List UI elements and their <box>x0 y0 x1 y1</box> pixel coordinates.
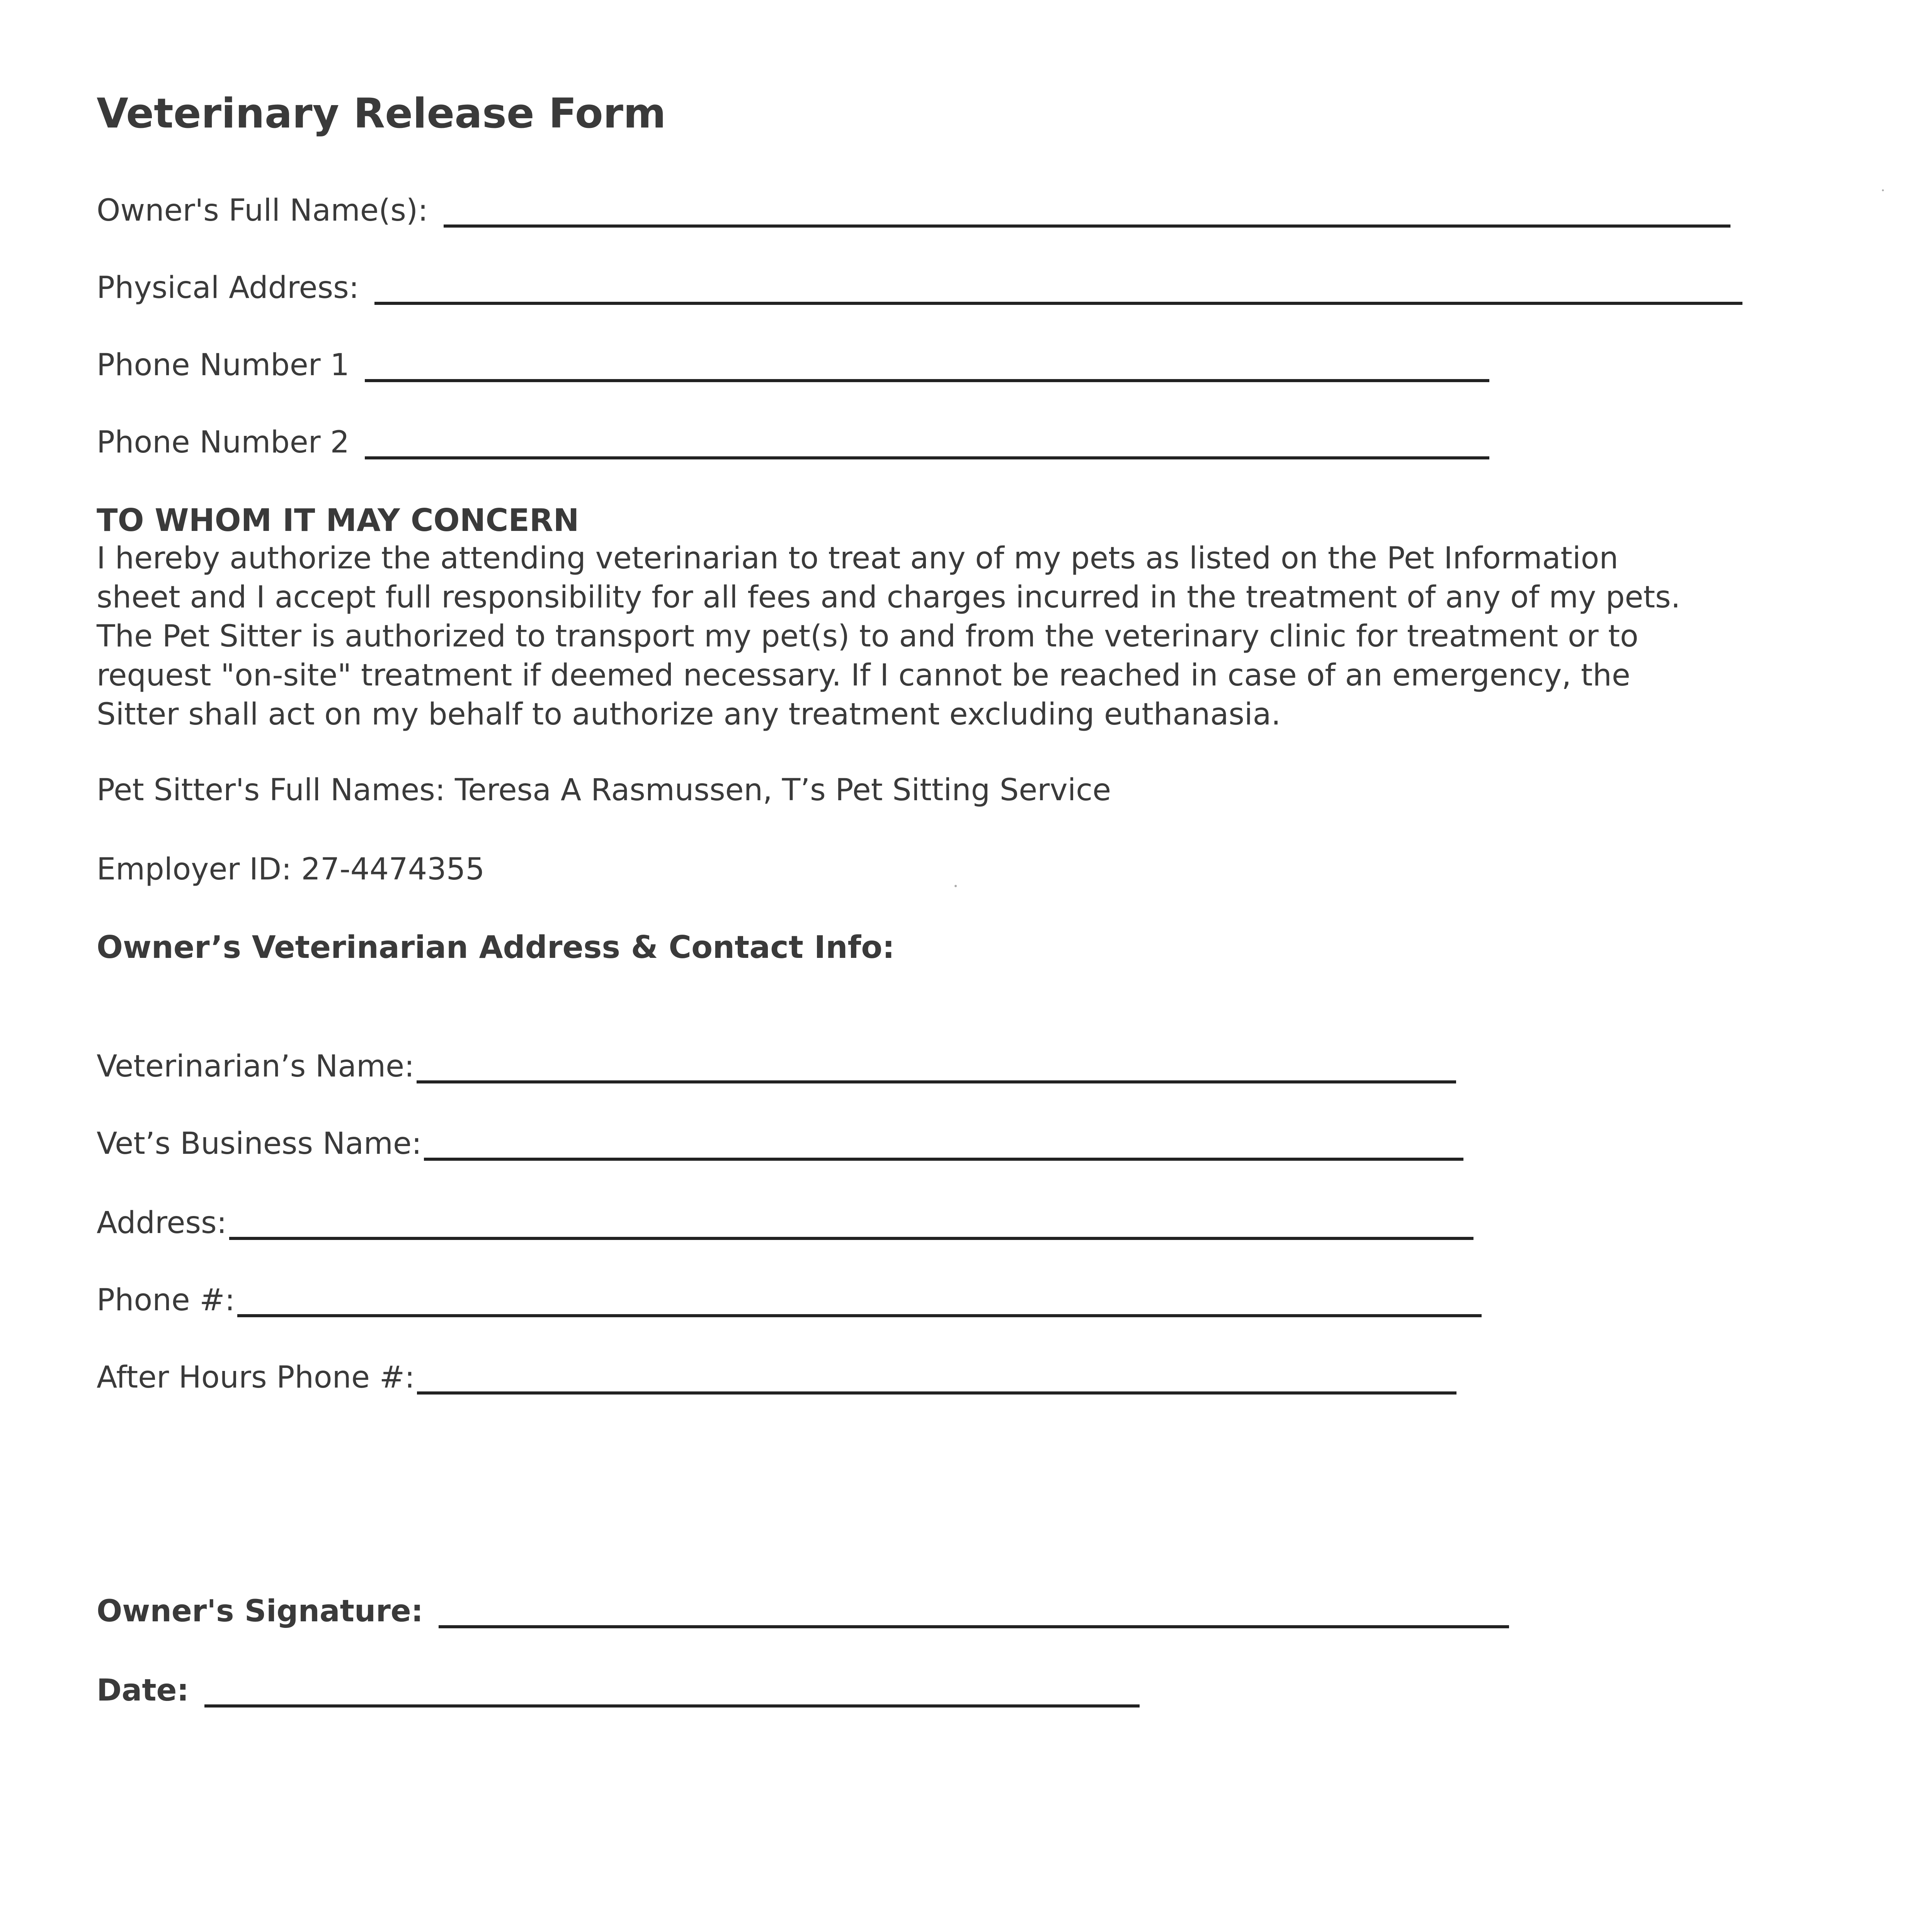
phone-number-1-field[interactable] <box>365 379 1489 382</box>
paragraph-line: sheet and I accept full responsibility for all fees and charges incurred in the treatment of any of my pets. <box>97 580 1681 615</box>
phone-number-2-row <box>97 425 1489 460</box>
after-hours-phone-row <box>97 1360 1456 1395</box>
scan-speck <box>954 885 957 887</box>
scan-speck <box>1882 189 1884 191</box>
employer-id <box>97 852 485 887</box>
after-hours-phone-label: After Hours Phone #: <box>97 1360 415 1395</box>
after-hours-phone-field[interactable] <box>417 1391 1456 1395</box>
owner-name-row <box>97 193 1730 228</box>
paragraph-line: request "on-site" treatment if deemed necessary. If I cannot be reached in case of an emergency, the <box>97 658 1630 693</box>
phone-number-1-row <box>97 348 1489 383</box>
vet-phone-label: Phone #: <box>97 1283 235 1318</box>
date-row <box>97 1673 1140 1708</box>
form-title: Veterinary Release Form <box>97 90 666 137</box>
physical-address-label: Physical Address: <box>97 270 359 305</box>
vet-business-field[interactable] <box>424 1157 1463 1161</box>
concern-heading: TO WHOM IT MAY CONCERN <box>97 502 579 538</box>
vet-phone-field[interactable] <box>237 1314 1482 1317</box>
authorization-paragraph <box>97 539 1836 734</box>
vet-business-label: Vet’s Business Name: <box>97 1126 422 1161</box>
phone-number-1-label: Phone Number 1 <box>97 348 350 383</box>
paragraph-line: Sitter shall act on my behalf to authorize any treatment excluding euthanasia. <box>97 697 1281 732</box>
vet-address-label: Address: <box>97 1206 227 1240</box>
physical-address-row <box>97 270 1742 305</box>
owner-signature-label: Owner's Signature: <box>97 1594 424 1629</box>
vet-name-field[interactable] <box>417 1080 1456 1083</box>
vet-phone-row <box>97 1283 1482 1318</box>
date-field[interactable] <box>204 1704 1140 1708</box>
owner-signature-row <box>97 1594 1509 1629</box>
employer-id-text: Employer ID: 27-4474355 <box>97 852 485 887</box>
phone-number-2-label: Phone Number 2 <box>97 425 350 460</box>
physical-address-field[interactable] <box>374 301 1742 305</box>
owner-name-field[interactable] <box>444 224 1730 228</box>
vet-address-row <box>97 1206 1473 1240</box>
owner-name-label: Owner's Full Name(s): <box>97 193 428 228</box>
pet-sitter-names-text: Pet Sitter's Full Names: Teresa A Rasmussen, T’s Pet Sitting Service <box>97 773 1111 808</box>
vet-address-field[interactable] <box>229 1236 1473 1240</box>
vet-business-row <box>97 1126 1463 1161</box>
pet-sitter-names <box>97 773 1111 808</box>
paragraph-line: The Pet Sitter is authorized to transport my pet(s) to and from the veterinary clinic for treatment or to <box>97 619 1638 654</box>
owner-signature-field[interactable] <box>439 1625 1509 1628</box>
date-label: Date: <box>97 1673 189 1708</box>
paragraph-line: I hereby authorize the attending veterinarian to treat any of my pets as listed on the Pet Information <box>97 541 1618 576</box>
vet-section-heading: Owner’s Veterinarian Address & Contact Info: <box>97 929 895 965</box>
vet-name-row <box>97 1049 1456 1084</box>
phone-number-2-field[interactable] <box>365 456 1489 459</box>
vet-name-label: Veterinarian’s Name: <box>97 1049 415 1084</box>
